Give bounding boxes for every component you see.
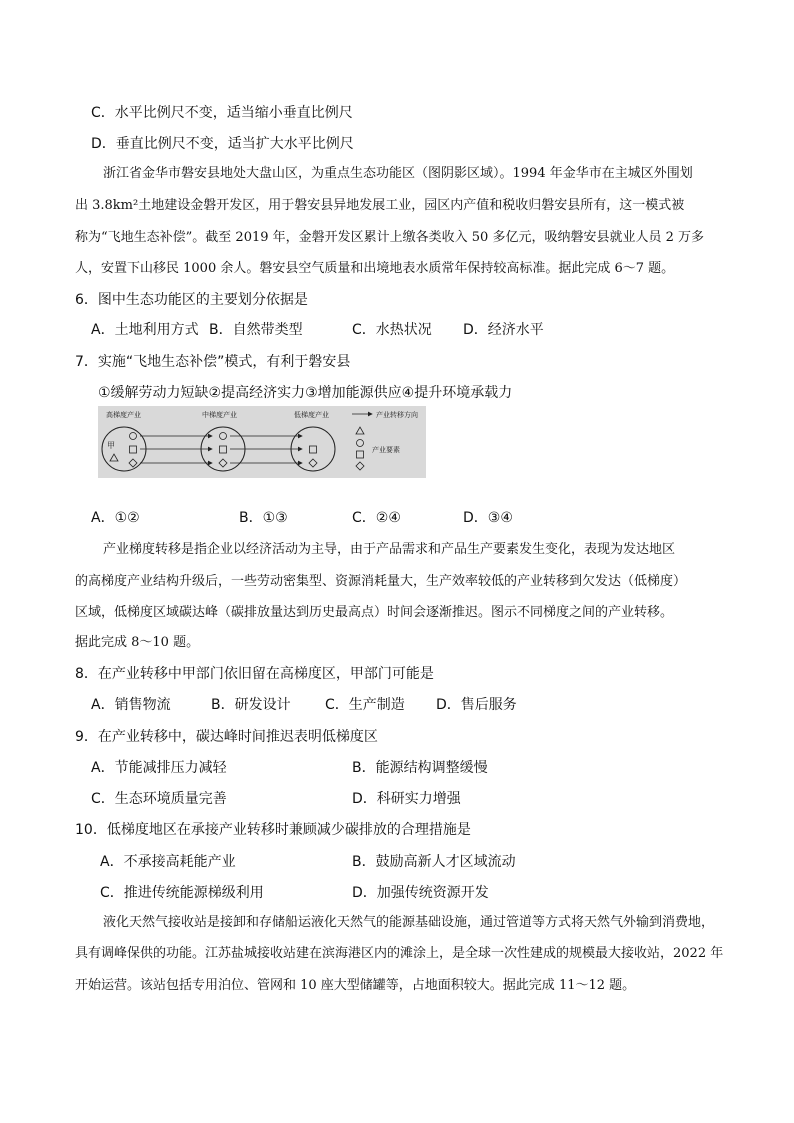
q8-option-d[interactable]: D．售后服务: [436, 697, 517, 713]
square-icon: [130, 446, 137, 453]
q7-option-d[interactable]: D．③④: [463, 510, 513, 526]
passage2-line4: 据此完成 8～10 题。: [75, 635, 200, 650]
legend-diamond-icon: [356, 462, 364, 470]
q7-option-b[interactable]: B．①③: [239, 510, 288, 526]
q9-option-b[interactable]: B．能源结构调整缓慢: [352, 760, 488, 776]
passage2-line2: 的高梯度产业结构升级后，一些劳动密集型、资源消耗量大，生产效率较低的产业转移到欠发达（低梯度）: [75, 574, 687, 589]
passage1-line4: 人，安置下山移民 1000 余人。磐安县空气质量和出境地表水质常年保持较高标准。据此完成 6～7 题。: [75, 261, 675, 276]
q8-option-b[interactable]: B．研发设计: [211, 697, 291, 713]
label-high-gradient: 高梯度产业: [106, 411, 141, 419]
legend-circle-icon: [357, 440, 364, 447]
option-c-prev: C．水平比例尺不变，适当缩小垂直比例尺: [91, 105, 353, 121]
label-jia: 甲: [107, 441, 115, 450]
option-d-prev: D．垂直比例尺不变，适当扩大水平比例尺: [91, 136, 354, 152]
q6-option-a[interactable]: A．土地利用方式: [91, 322, 199, 338]
question-6-options: [91, 320, 303, 340]
circle-icon: [220, 433, 227, 440]
passage1-line1: 浙江省金华市磐安县地处大盘山区，为重点生态功能区（图阴影区域）。1994 年金华市在主城区外围划: [103, 166, 693, 181]
label-mid-gradient: 中梯度产业: [202, 411, 237, 419]
legend-triangle-icon: [356, 427, 364, 434]
q9-option-d[interactable]: D．科研实力增强: [352, 791, 461, 807]
question-7-items: ①缓解劳动力短缺②提高经济实力③增加能源供应④提升环境承载力: [98, 385, 513, 401]
q9-option-a[interactable]: A．节能减排压力减轻: [91, 760, 227, 776]
square-icon: [220, 446, 227, 453]
q10-option-d[interactable]: D．加强传统资源开发: [352, 885, 489, 901]
question-10-stem: 10．低梯度地区在承接产业转移时兼顾减少碳排放的合理措施是: [75, 822, 471, 838]
passage3-line1: 液化天然气接收站是接卸和存储船运液化天然气的能源基础设施，通过管道等方式将天然气外输到消费地，: [103, 915, 715, 930]
question-9-stem: 9．在产业转移中，碳达峰时间推迟表明低梯度区: [75, 729, 378, 745]
legend-square-icon: [357, 451, 364, 458]
q10-option-a[interactable]: A．不承接高耗能产业: [100, 854, 236, 870]
question-8-stem: 8．在产业转移中甲部门依旧留在高梯度区，甲部门可能是: [75, 666, 434, 682]
industry-transfer-figure: [98, 406, 426, 478]
passage1-line2: 出 3.8km²土地建设金磐开发区，用于磐安县异地发展工业，园区内产值和税收归磐安县所有，这一模式被: [75, 198, 685, 213]
triangle-icon: [110, 454, 118, 461]
q8-option-c[interactable]: C．生产制造: [325, 697, 405, 713]
label-low-gradient: 低梯度产业: [294, 411, 329, 419]
q8-option-a[interactable]: A．销售物流: [91, 697, 171, 713]
question-7-stem: 7．实施“飞地生态补偿”模式，有利于磐安县: [75, 354, 351, 370]
passage3-line3: 开始运营。该站包括专用泊位、管网和 10 座大型储罐等，占地面积较大。据此完成 11～12 题。: [75, 978, 636, 993]
question-6-stem: 6．图中生态功能区的主要划分依据是: [75, 292, 308, 308]
circle-icon: [130, 433, 137, 440]
legend-transfer-direction: 产业转移方向: [376, 411, 418, 419]
passage2-line1: 产业梯度转移是指企业以经济活动为主导，由于产品需求和产品生产要素发生变化，表现为发达地区: [103, 542, 676, 557]
diamond-icon: [219, 459, 227, 467]
square-icon: [310, 446, 317, 453]
diamond-icon: [309, 459, 317, 467]
legend-industry-factor: 产业要素: [372, 446, 400, 454]
passage3-line2: 具有调峰保供的功能。江苏盐城接收站建在滨海港区内的滩涂上，是全球一次性建成的规模最大接收站，2022 年: [75, 946, 724, 961]
figure-svg: [98, 406, 426, 478]
q7-option-a[interactable]: A．①②: [91, 510, 140, 526]
q9-option-c[interactable]: C．生态环境质量完善: [91, 791, 227, 807]
q7-option-c[interactable]: C．②④: [352, 510, 401, 526]
q6-option-b[interactable]: B．自然带类型: [209, 322, 303, 338]
q6-option-d[interactable]: D．经济水平: [463, 322, 544, 338]
passage1-line3: 称为“飞地生态补偿”。截至 2019 年，金磐开发区累计上缴各类收入 50 多亿元，吸纳磐安县就业人员 2 万多: [75, 230, 704, 245]
passage2-line3: 区域，低梯度区域碳达峰（碳排放量达到历史最高点）时间会逐渐推迟。图示不同梯度之间的产业转移。: [75, 605, 674, 620]
q6-option-c[interactable]: C．水热状况: [352, 322, 432, 338]
q10-option-b[interactable]: B．鼓励高新人才区域流动: [352, 854, 516, 870]
q10-option-c[interactable]: C．推进传统能源梯级利用: [100, 885, 264, 901]
diamond-icon: [129, 459, 137, 467]
